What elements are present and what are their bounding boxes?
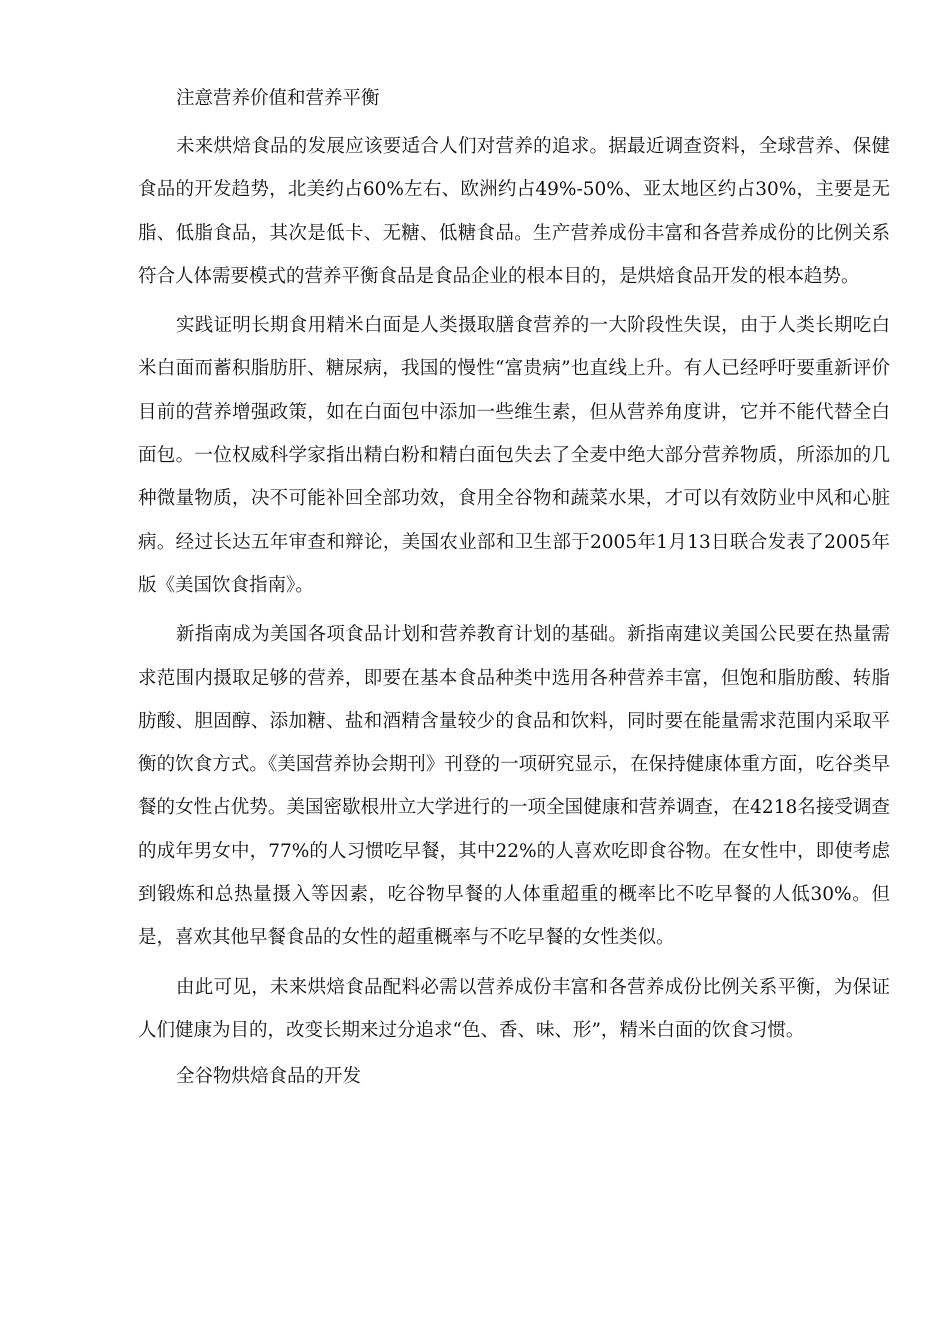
section-heading-whole-grain: 全谷物烘焙食品的开发 xyxy=(176,1066,362,1088)
spacer xyxy=(138,114,890,125)
section-heading-nutrition-balance: 注意营养价值和营养平衡 xyxy=(176,88,380,109)
paragraph-new-guidelines: 新指南成为美国各项食品计划和营养教育计划的基础。新指南建议美国公民要在热量需求范围内摄取足够的营养，即要在基本食品种类中选用各种营养丰富，但饱和脂肪酸、转脂肪酸、胆固醇、添加糖、盐和酒精含量较少的食品和饮料，同时要在能量需求范围内采取平衡的饮食方式。《美国营养协会期刊》刊登的一项研究显示，在保持健康体重方面，吃谷类早餐的女性占优势。美国密歇根卅立大学进行的一项全国健康和营养调查，在4218名接受调查的成年男女中，77%的人习惯吃早餐，其中22%的人喜欢吃即食谷物。在女性中，即使考虑到锻炼和总热量摄入等因素，吃谷物早餐的人体重超重的概率比不吃早餐的人低30%。但是，喜欢其他早餐食品的女性的超重概率与不吃早餐的女性类似。 xyxy=(138,624,890,949)
paragraph-conclusion: 由此可见，未来烘焙食品配料必需以营养成份丰富和各营养成份比例关系平衡，为保证人们健康为目的，改变长期来过分追求“色、香、味、形”，精米白面的饮食习惯。 xyxy=(138,976,890,1041)
paragraph-refined-grain: 实践证明长期食用精米白面是人类摄取膳食营养的一大阶段性失误，由于人类长期吃白米白面而蓄积脂肪肝、糖尿病，我国的慢性“富贵病”也直线上升。有人已经呼吁要重新评价目前的营养增强政策，如在白面包中添加一些维生素，但从营养角度讲，它并不能代替全白面包。一位权威科学家指出精白粉和精白面包失去了全麦中绝大部分营养物质，所添加的几种微量物质，决不可能补回全部功效，食用全谷物和蔬菜水果，才可以有效防业中风和心脏病。经过长达五年审查和辩论，美国农业部和卫生部于2005年1月13日联合发表了2005年版《美国饮食指南》。 xyxy=(138,315,890,596)
document-body xyxy=(138,84,890,1092)
paragraph-nutrition-trend: 未来烘焙食品的发展应该要适合人们对营养的追求。据最近调查资料，全球营养、保健食品的开发趋势，北美约占60%左右、欧洲约占49%-50%、亚太地区约占30%，主要是无脂、低脂食品，其次是低卡、无糖、低糖食品。生产营养成份丰富和各营养成份的比例关系符合人体需要模式的营养平衡食品是食品企业的根本目的，是烘焙食品开发的根本趋势。 xyxy=(138,136,890,287)
spacer xyxy=(138,1052,890,1062)
